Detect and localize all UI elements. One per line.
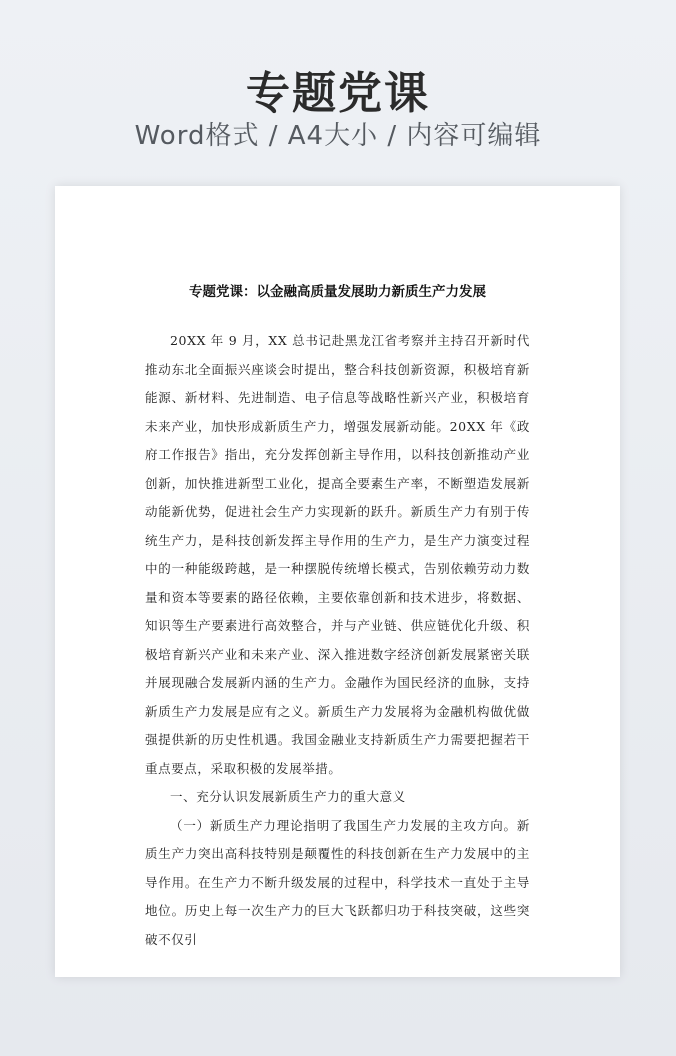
banner-title: 专题党课 (246, 68, 430, 119)
section-heading: 一、充分认识发展新质生产力的重大意义 (170, 789, 406, 804)
paragraph-section-1: （一）新质生产力理论指明了我国生产力发展的主攻方向。新质生产力突出高科技特别是颠覆性的科技创新在生产力发展中的主导作用。在生产力不断升级发展的过程中，科学技术一直处于主导地位。历史上每一次生产力的巨大飞跃都归功于科技突破，这些突破不仅引 (145, 817, 530, 947)
document-title: 专题党课：以金融高质量发展助力新质生产力发展 (189, 284, 486, 300)
paragraph-intro: 20XX 年 9 月，XX 总书记赴黑龙江省考察并主持召开新时代推动东北全面振兴座谈会时提出，整合科技创新资源，积极培育新能源、新材料、先进制造、电子信息等战略性新兴产业，积极培育未来产业，加快形成新质生产力，增强发展新动能。20XX 年《政府工作报告》指出，充分发挥创新主导作用，以科技创新推动产业创新，加快推进新型工业化，提高全要素生产率，不断塑造发展新动能新优势，促进社会生产力实现新的跃升。新质生产力有别于传统生产力，是科技创新发挥主导作用的生产力，是生产力演变过程中的一种能级跨越，是一种摆脱传统增长模式，告别依赖劳动力数量和资本等要素的路径依赖，主要依靠创新和技术进步，将数据、知识等生产要素进行高效整合，并与产业链、供应链优化升级、积极培育新兴产业和未来产业、深入推进数字经济创新发展紧密关联并展现融合发展新内涵的生产力。金融作为国民经济的血脉，支持新质生产力发展是应有之义。新质生产力发展将为金融机构做优做强提供新的历史性机遇。我国金融业支持新质生产力需要把握若干重点要点，采取积极的发展举措。 (145, 333, 530, 776)
banner-subtitle: Word格式 / A4大小 / 内容可编辑 (134, 121, 542, 151)
document-body (145, 327, 530, 954)
header-banner (0, 0, 676, 180)
document-page (55, 186, 620, 977)
